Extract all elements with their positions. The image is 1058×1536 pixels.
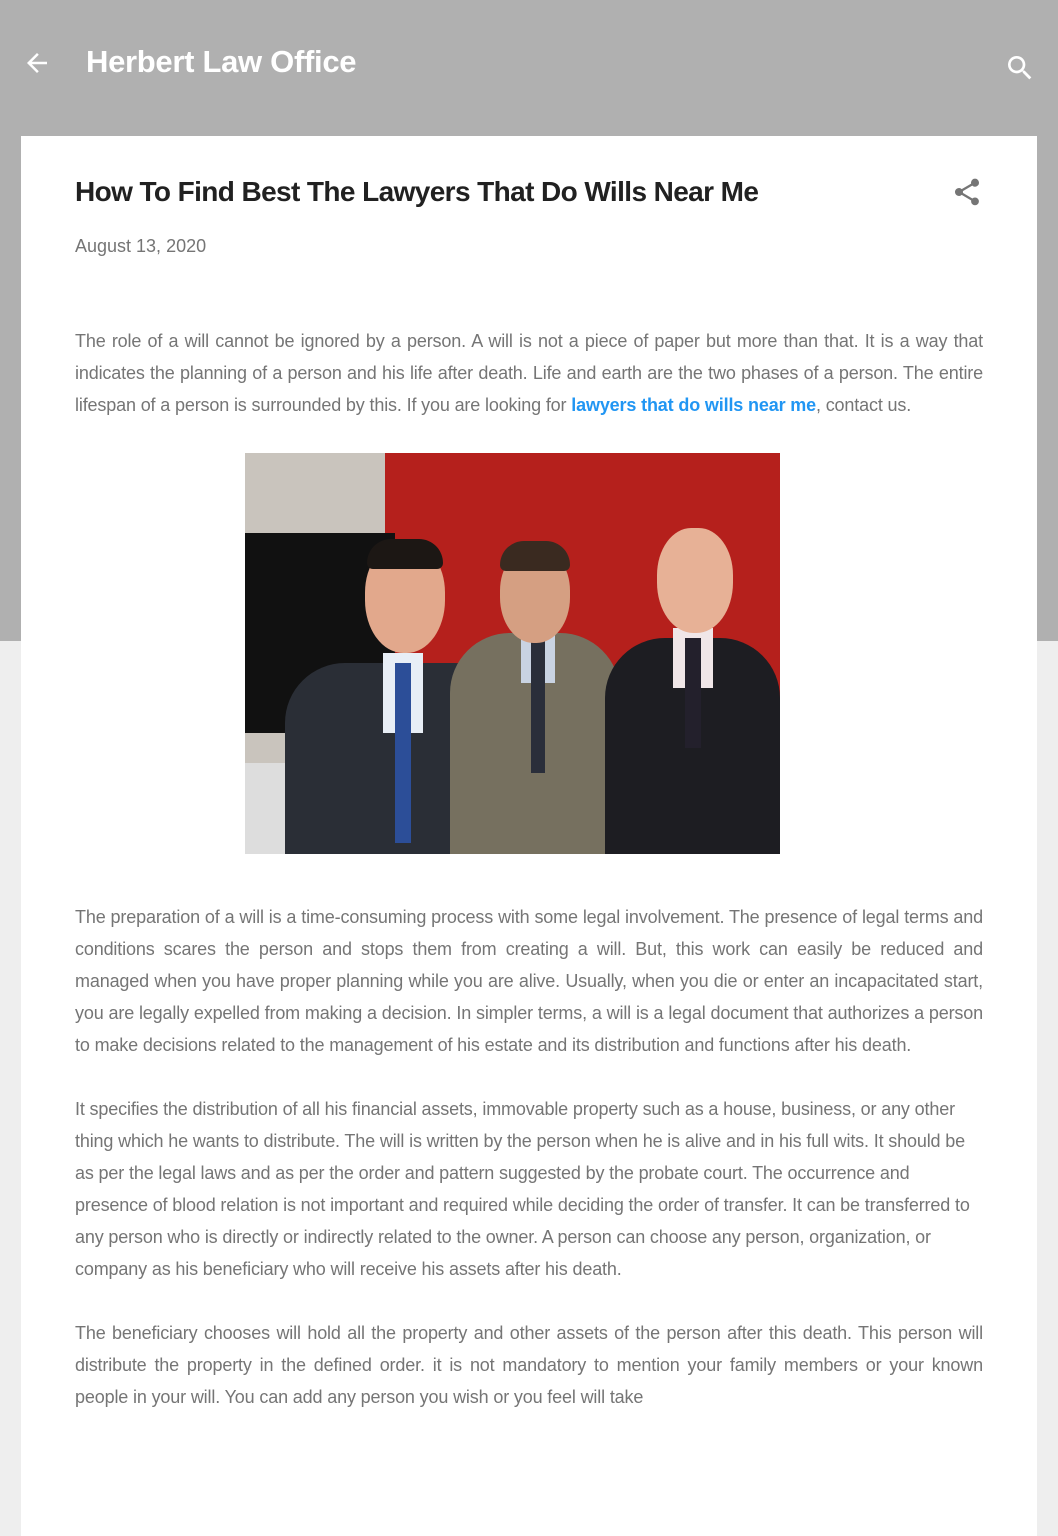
search-icon[interactable] xyxy=(1004,52,1036,84)
post-date: August 13, 2020 xyxy=(75,236,207,256)
site-title[interactable]: Herbert Law Office xyxy=(86,44,357,79)
paragraph-text: The role of a will cannot be ignored by a person. A will is not a piece of paper but more than that. It is a way that indicates the planning of a person and his life after death. Life and earth are the two phases of a person. The entire lifespan of a person is surrounded by this. If you are looking for xyxy=(75,331,983,415)
post-card xyxy=(21,136,1037,1536)
header xyxy=(0,0,1058,130)
paragraph-3: It specifies the distribution of all his financial assets, immovable property such as a house, business, or any other thing which he wants to distribute. The will is written by the person when he is alive and in his full wits. It should be as per the legal laws and as per the order and pattern suggested by the probate court. The occurrence and presence of blood relation is not important and required while deciding the order of transfer. It can be transferred to any person who is directly or indirectly related to the owner. A person can choose any person, organization, or company as his beneficiary who will receive his assets after his death. xyxy=(75,1099,970,1279)
paragraph-2: The preparation of a will is a time-consuming process with some legal involvement. The presence of legal terms and conditions scares the person and stops them from creating a will. But, this work can easily be reduced and managed when you have proper planning while you are alive. Usually, when you die or enter an incapacitated start, you are legally expelled from making a decision. In simpler terms, a will is a legal document that authorizes a person to make decisions related to the management of his estate and its distribution and functions after his death. xyxy=(75,907,983,1055)
paragraph-text: , contact us. xyxy=(816,395,912,415)
lawyers-link[interactable]: lawyers that do wills near me xyxy=(571,395,816,415)
paragraph-1 xyxy=(75,325,983,421)
post-title: How To Find Best The Lawyers That Do Wills Near Me xyxy=(75,176,759,207)
paragraph-4: The beneficiary chooses will hold all the property and other assets of the person after this death. This person will distribute the property in the defined order. it is not mandatory to mention your family members or your known people in your will. You can add any person you wish or you feel will take xyxy=(75,1323,983,1407)
lawyers-photo xyxy=(245,453,780,854)
arrow-left-icon[interactable] xyxy=(22,48,52,78)
post-body xyxy=(75,325,983,1445)
share-icon[interactable] xyxy=(951,176,983,208)
